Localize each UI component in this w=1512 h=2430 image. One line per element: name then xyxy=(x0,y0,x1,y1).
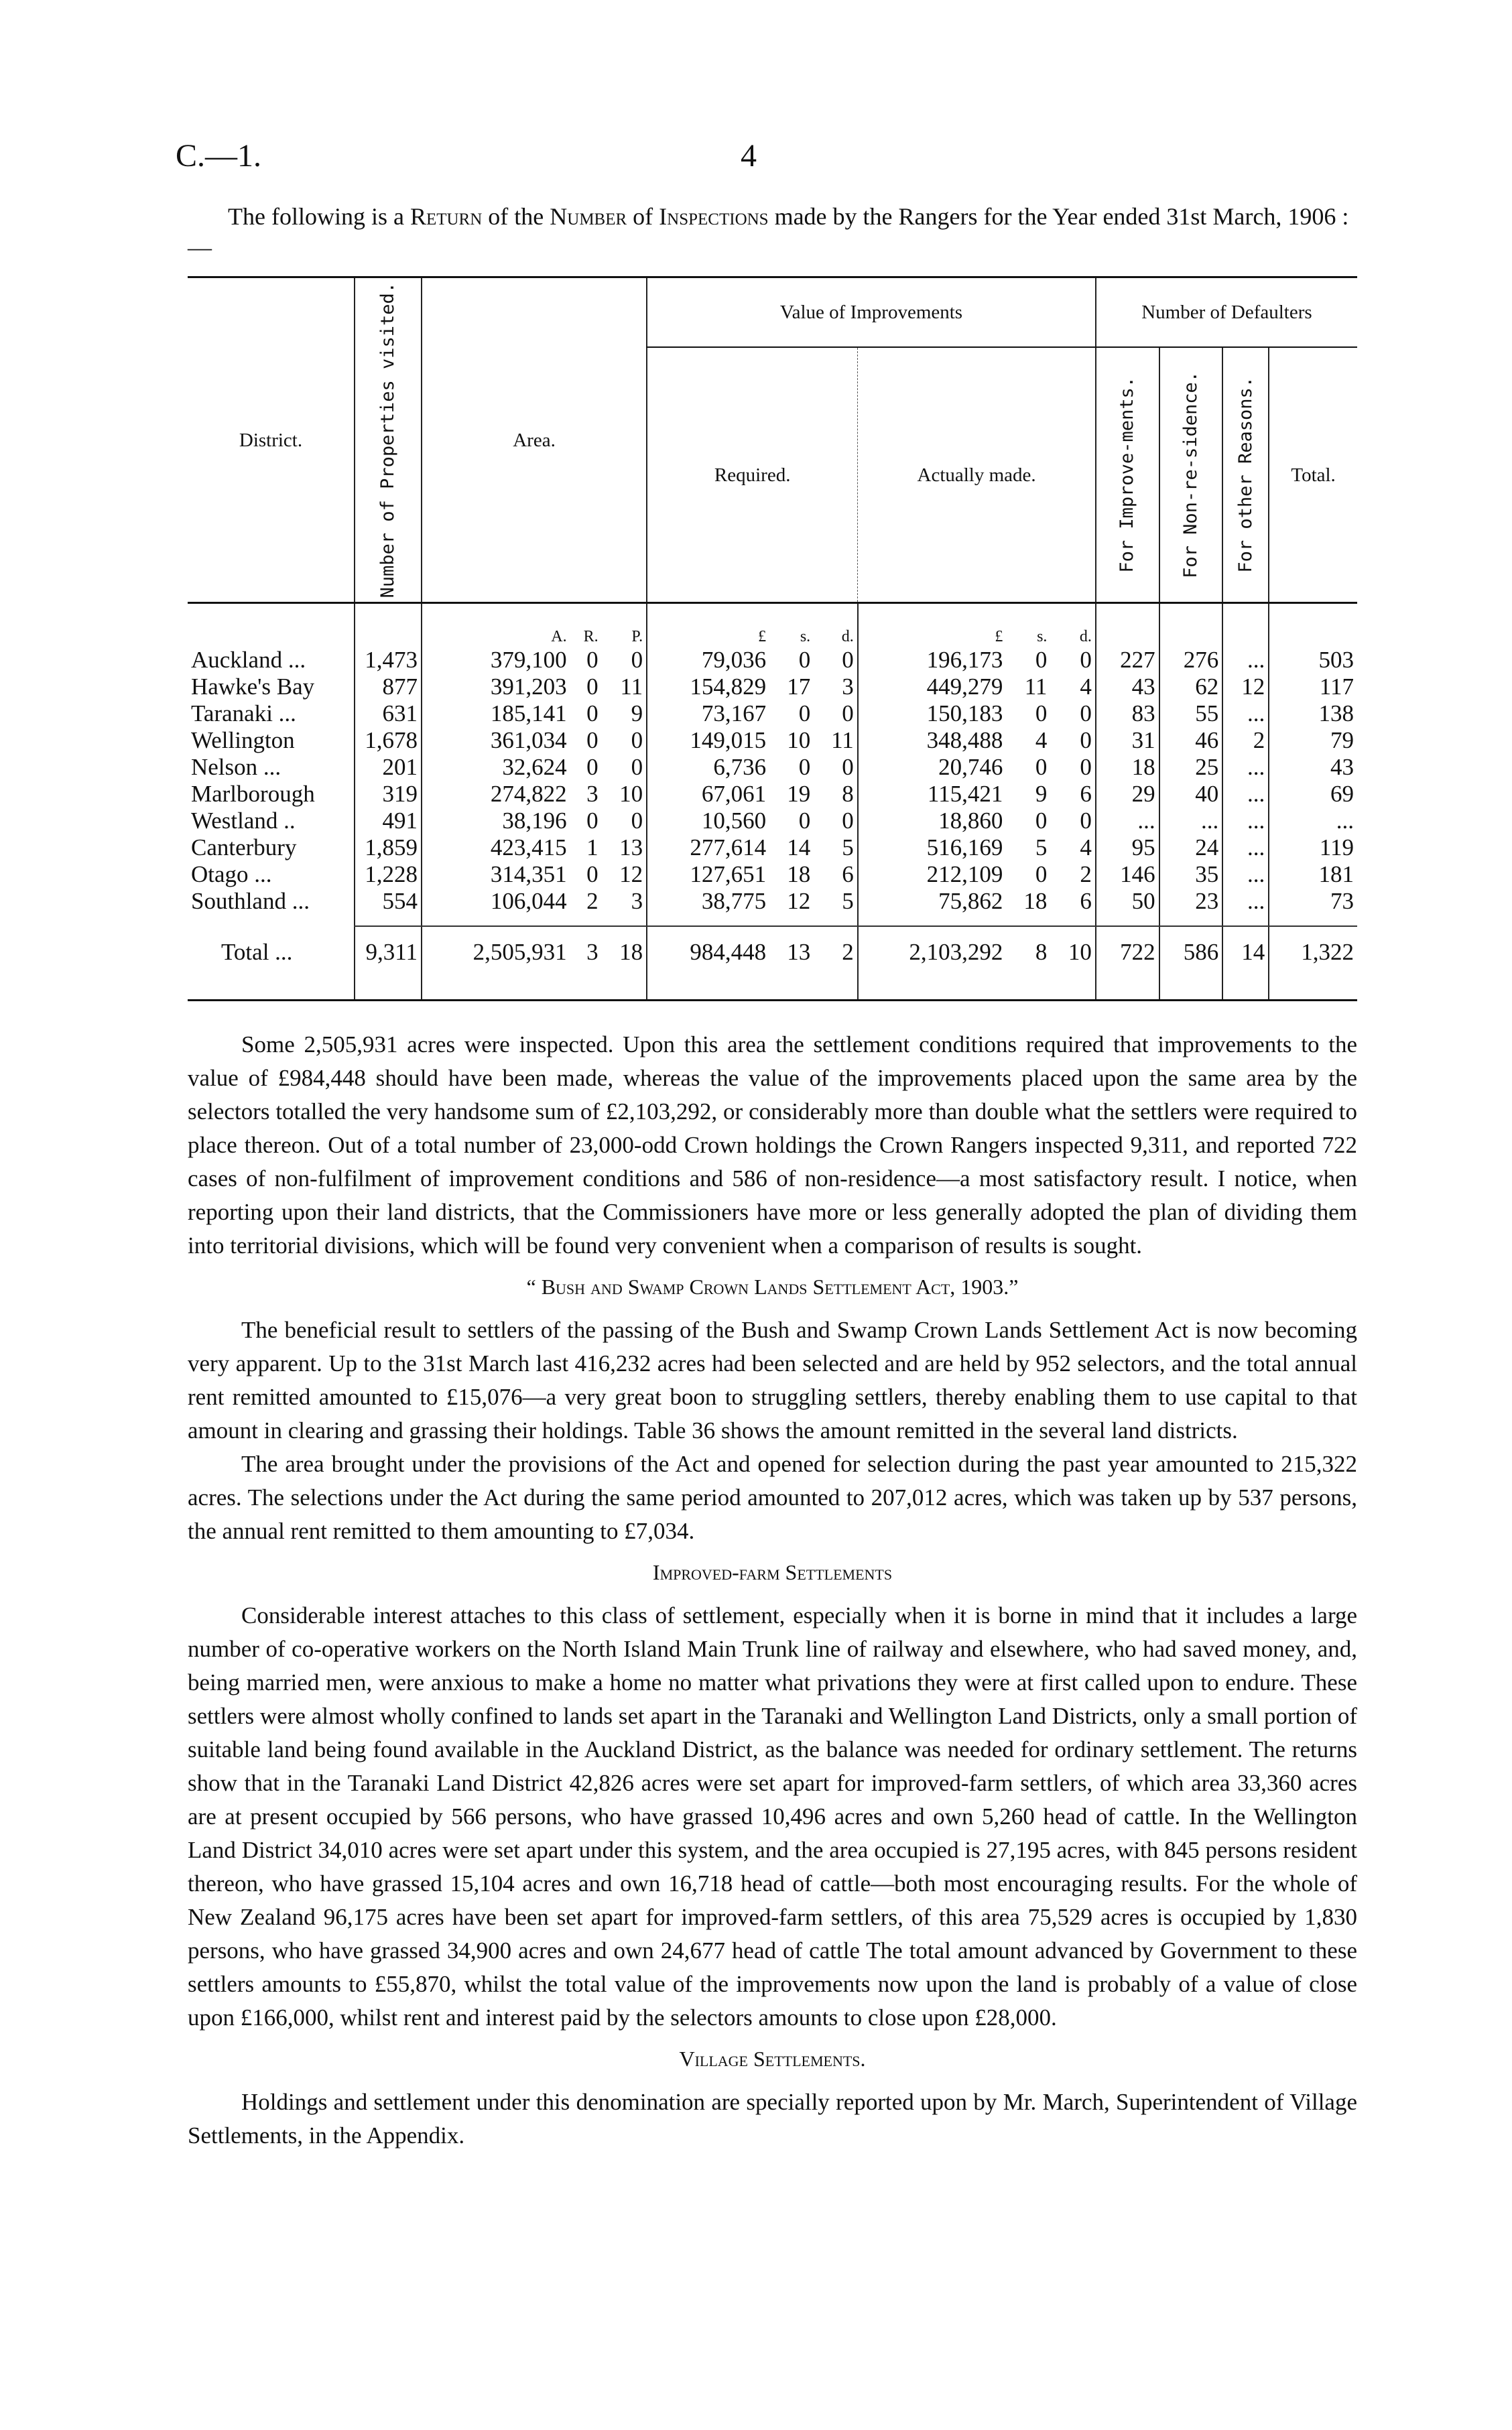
value-cell: 0 xyxy=(586,700,598,727)
value-cell: 0 xyxy=(842,700,854,727)
value-cell: 0 xyxy=(631,647,643,674)
unit-blank xyxy=(355,603,422,647)
value-cell: 0 xyxy=(586,647,598,674)
page-number: 4 xyxy=(741,138,757,174)
value-cell: 11 xyxy=(1024,674,1048,700)
value-cell: 348,488 xyxy=(858,727,1007,754)
value-cell: 38,775 xyxy=(647,888,769,915)
value-cell xyxy=(422,915,570,926)
value-cell: 3 xyxy=(631,888,643,915)
unit-pounds: £ xyxy=(858,603,1007,647)
value-cell: 423,415 xyxy=(422,834,570,861)
unit-blank xyxy=(1096,603,1159,647)
unit-shillings: s. xyxy=(800,628,811,646)
unit-row xyxy=(188,603,1357,647)
value-cell: 212,109 xyxy=(858,861,1007,888)
district-cell: Canterbury xyxy=(191,834,297,861)
value-cell: 43 xyxy=(1096,674,1159,700)
value-cell: ... xyxy=(1159,808,1223,834)
value-cell xyxy=(602,915,647,926)
inspections-table xyxy=(188,276,1357,1001)
value-cell: ... xyxy=(1269,808,1357,834)
value-cell: 1,678 xyxy=(355,727,422,754)
table-row xyxy=(188,754,1357,781)
col-area: Area. xyxy=(422,277,647,603)
value-cell: 9 xyxy=(1035,781,1048,808)
value-cell: 2 xyxy=(586,888,598,915)
unit-blank xyxy=(188,603,355,647)
value-cell: ... xyxy=(1096,808,1159,834)
district-cell: Auckland ... xyxy=(191,647,306,674)
value-cell: 119 xyxy=(1269,834,1357,861)
value-cell: 3 xyxy=(586,781,598,808)
value-cell: 50 xyxy=(1096,888,1159,915)
col-required: Required. xyxy=(647,347,858,603)
col-for-improvements-label: For Improve-ments. xyxy=(1117,377,1138,573)
value-cell: 0 xyxy=(1080,727,1092,754)
paragraph-village-settlements: Holdings and settlement under this denomination are specially reported upon by Mr. March, Superintendent of Village Settlements, in the Appendix. xyxy=(188,2089,1357,2149)
value-cell: 95 xyxy=(1096,834,1159,861)
value-cell: 9,311 xyxy=(355,926,422,999)
value-cell: 276 xyxy=(1159,647,1223,674)
table-row xyxy=(188,834,1357,861)
value-cell: 0 xyxy=(1080,647,1092,674)
table-row xyxy=(188,808,1357,834)
table-row xyxy=(188,700,1357,727)
paragraph-bush-swamp-area: The area brought under the provisions of the Act and opened for selection during the past year amounted to 215,322 acres. The selections under the Act during the same period amounted to 207,012 acres, which was taken up by 537 persons, the annual rent remitted to them amounting to £7,034. xyxy=(188,1451,1357,1545)
sum-rule xyxy=(188,915,1357,926)
value-cell: 0 xyxy=(1035,647,1048,674)
value-cell: 2,505,931 xyxy=(422,926,570,999)
value-cell: 0 xyxy=(631,727,643,754)
unit-acres: A. xyxy=(422,603,570,647)
value-cell: 11 xyxy=(831,727,854,754)
table-row xyxy=(188,861,1357,888)
value-cell: ... xyxy=(1222,647,1269,674)
table-row xyxy=(188,727,1357,754)
value-cell: 138 xyxy=(1269,700,1357,727)
value-cell: 361,034 xyxy=(422,727,570,754)
value-cell: 9 xyxy=(631,700,643,727)
value-cell: 0 xyxy=(1035,808,1048,834)
paragraph-improved-farm: Considerable interest attaches to this class of settlement, especially when it is borne in mind that it includes a large number of co-operative workers on the North Island Main Trunk line of railway and elsewhere, who had saved money, and, being married men, were anxious to make a home no matter what privations they were at first called upon to endure. These settlers were almost wholly confined to lands set apart in the Taranaki and Wellington Land Districts, only a small portion of suitable land being found available in the Auckland District, as the balance was needed for ordinary settlement. The returns show that in the Taranaki Land District 42,826 acres were set apart for improved-farm settlers, of which area 33,360 acres are at present occupied by 566 persons, who have grassed 10,496 acres and own 5,260 head of cattle. In the Wellington Land District 34,010 acres were set apart under this system, and the area occupied is 27,195 acres, with 845 persons resident thereon, who have grassed 15,104 acres and own 16,718 head of cattle—both most encouraging results. For the whole of New Zealand 96,175 acres have been set apart for improved-farm settlers, of this area 75,529 acres is occupied by 1,830 persons, who have grassed 34,900 acres and own 24,677 head of cattle The total amount advanced by Government to these settlers amounts to £55,870, whilst the total value of the improvements now upon the land is probably of a value of close upon £166,000, whilst rent and interest paid by the selectors amounts to close upon £28,000. xyxy=(188,1602,1357,2031)
district-cell: Total ... xyxy=(221,939,293,966)
value-cell: 0 xyxy=(798,754,811,781)
value-cell: ... xyxy=(1222,781,1269,808)
value-cell: 83 xyxy=(1096,700,1159,727)
value-cell: 0 xyxy=(586,674,598,700)
value-cell: 6 xyxy=(842,861,854,888)
value-cell: 4 xyxy=(1035,727,1048,754)
value-cell: 2 xyxy=(1080,861,1092,888)
col-properties xyxy=(355,277,422,603)
value-cell: 227 xyxy=(1096,647,1159,674)
unit-pounds: £ xyxy=(647,603,769,647)
intro-text: The following is a xyxy=(228,203,410,230)
value-cell: ... xyxy=(1222,700,1269,727)
value-cell: 19 xyxy=(787,781,811,808)
value-cell: 0 xyxy=(586,754,598,781)
intro-text: of xyxy=(627,203,659,230)
unit-blank xyxy=(1222,603,1269,647)
value-cell: 6,736 xyxy=(647,754,769,781)
col-total: Total. xyxy=(1269,347,1357,603)
value-cell xyxy=(1222,915,1269,926)
value-cell: 3 xyxy=(586,939,598,966)
value-cell: 4 xyxy=(1080,834,1092,861)
value-cell: 1,859 xyxy=(355,834,422,861)
value-cell: 0 xyxy=(1080,808,1092,834)
value-cell: 516,169 xyxy=(858,834,1007,861)
value-cell xyxy=(1159,915,1223,926)
value-cell: 722 xyxy=(1096,926,1159,999)
table-bottom-rule xyxy=(188,999,1357,1001)
intro-inspections: Inspections xyxy=(659,203,769,230)
unit-roods: R. xyxy=(583,628,598,646)
value-cell: 491 xyxy=(355,808,422,834)
col-number-of-defaulters: Number of Defaulters xyxy=(1096,277,1357,348)
value-cell xyxy=(1006,915,1050,926)
value-cell xyxy=(858,915,1007,926)
value-cell: 127,651 xyxy=(647,861,769,888)
value-cell: 0 xyxy=(586,861,598,888)
value-cell: 0 xyxy=(1035,754,1048,781)
value-cell: 1,228 xyxy=(355,861,422,888)
value-cell: 554 xyxy=(355,888,422,915)
total-row xyxy=(188,926,1357,999)
value-cell: 2 xyxy=(842,939,854,966)
district-cell: Taranaki ... xyxy=(191,700,296,727)
unit-perches: P. xyxy=(631,628,643,646)
value-cell: ... xyxy=(1222,861,1269,888)
value-cell: 18,860 xyxy=(858,808,1007,834)
value-cell: 10,560 xyxy=(647,808,769,834)
unit-blank xyxy=(1269,603,1357,647)
value-cell xyxy=(1096,915,1159,926)
value-cell: 150,183 xyxy=(858,700,1007,727)
value-cell: 1,473 xyxy=(355,647,422,674)
value-cell: 20,746 xyxy=(858,754,1007,781)
value-cell: ... xyxy=(1222,888,1269,915)
unit-pence: d. xyxy=(1079,628,1092,646)
value-cell: 46 xyxy=(1159,727,1223,754)
value-cell xyxy=(1050,915,1096,926)
paragraph-bush-swamp-result: The beneficial result to settlers of the passing of the Bush and Swamp Crown Lands Settlement Act is now becoming very apparent. Up to the 31st March last 416,232 acres had been selected and are held by 952 selectors, and the total annual rent remitted amounted to £15,076—a very great boon to struggling settlers, thereby enabling them to use capital to that amount in clearing and grassing their holdings. Table 36 shows the amount remitted in the several land districts. xyxy=(188,1317,1357,1444)
value-cell: 6 xyxy=(1080,781,1092,808)
value-cell: 0 xyxy=(842,754,854,781)
unit-pence: d. xyxy=(841,628,854,646)
value-cell: 277,614 xyxy=(647,834,769,861)
value-cell: ... xyxy=(1222,754,1269,781)
district-cell: Westland .. xyxy=(191,808,296,834)
col-actually-made: Actually made. xyxy=(858,347,1096,603)
value-cell: 0 xyxy=(1035,861,1048,888)
value-cell: 18 xyxy=(1096,754,1159,781)
value-cell: 79,036 xyxy=(647,647,769,674)
table-row xyxy=(188,647,1357,674)
value-cell: 0 xyxy=(1035,700,1048,727)
value-cell: 13 xyxy=(787,939,811,966)
district-cell: Otago ... xyxy=(191,861,272,888)
value-cell: 0 xyxy=(631,754,643,781)
col-for-improvements xyxy=(1096,347,1159,603)
value-cell xyxy=(570,915,602,926)
col-for-nonresidence xyxy=(1159,347,1223,603)
value-cell: 106,044 xyxy=(422,888,570,915)
value-cell: 185,141 xyxy=(422,700,570,727)
intro-text: made by the Rangers for the Year ended 31st March, 1906 :— xyxy=(188,203,1349,261)
value-cell: 24 xyxy=(1159,834,1223,861)
district-cell: Marlborough xyxy=(191,781,315,808)
value-cell: 18 xyxy=(1023,888,1048,915)
value-cell: 8 xyxy=(842,781,854,808)
value-cell: ... xyxy=(1222,834,1269,861)
value-cell: 0 xyxy=(842,647,854,674)
value-cell: 146 xyxy=(1096,861,1159,888)
col-value-of-improvements: Value of Improvements xyxy=(647,277,1096,348)
body-text xyxy=(188,1028,1357,2153)
value-cell: 0 xyxy=(1080,700,1092,727)
value-cell: 55 xyxy=(1159,700,1223,727)
value-cell: 117 xyxy=(1269,674,1357,700)
table-intro xyxy=(188,201,1357,263)
value-cell xyxy=(1269,915,1357,926)
value-cell: 0 xyxy=(798,700,811,727)
district-cell: Wellington xyxy=(191,727,295,754)
value-cell: 391,203 xyxy=(422,674,570,700)
intro-text: of the xyxy=(482,203,550,230)
value-cell: 10 xyxy=(1068,939,1092,966)
col-for-nonresidence-label: For Non-re-sidence. xyxy=(1180,371,1201,579)
value-cell xyxy=(814,915,858,926)
value-cell: 18 xyxy=(619,939,643,966)
value-cell: 0 xyxy=(798,808,811,834)
value-cell: 10 xyxy=(787,727,811,754)
col-district: District. xyxy=(188,277,355,603)
value-cell: 149,015 xyxy=(647,727,769,754)
district-cell: Southland ... xyxy=(191,888,310,915)
district-cell xyxy=(188,915,355,926)
value-cell: 10 xyxy=(619,781,643,808)
value-cell: 73,167 xyxy=(647,700,769,727)
value-cell: 0 xyxy=(586,727,598,754)
value-cell: 586 xyxy=(1159,926,1223,999)
value-cell: 35 xyxy=(1159,861,1223,888)
value-cell: 67,061 xyxy=(647,781,769,808)
unit-shillings: s. xyxy=(1037,628,1048,646)
heading-improved-farm: Improved-farm Settlements xyxy=(652,1560,893,1585)
value-cell: 0 xyxy=(842,808,854,834)
value-cell: 196,173 xyxy=(858,647,1007,674)
value-cell: 631 xyxy=(355,700,422,727)
district-cell: Nelson ... xyxy=(191,754,281,781)
value-cell: 13 xyxy=(619,834,643,861)
value-cell: 0 xyxy=(1080,754,1092,781)
value-cell: 5 xyxy=(1035,834,1048,861)
value-cell: 75,862 xyxy=(858,888,1007,915)
paragraph-inspection-summary: Some 2,505,931 acres were inspected. Upon this area the settlement conditions required that improvements to the value of £984,448 should have been made, whereas the value of the improvements placed upon the same area by the selectors totalled the very handsome sum of £2,103,292, or considerably more than double what the settlers were required to place thereon. Out of a total number of 23,000-odd Crown holdings the Crown Rangers inspected 9,311, and reported 722 cases of non-fulfilment of improvement conditions and 586 of non-residence—a most satisfactory result. I notice, when reporting upon their land districts, that the Commissioners have more or less generally adopted the plan of dividing them into territorial divisions, which will be found very convenient when a comparison of results is sought. xyxy=(188,1031,1357,1259)
value-cell: 6 xyxy=(1080,888,1092,915)
value-cell xyxy=(769,915,814,926)
page-content xyxy=(188,201,1357,2206)
intro-return: Return xyxy=(410,203,483,230)
value-cell: 18 xyxy=(787,861,811,888)
value-cell: 0 xyxy=(631,808,643,834)
value-cell: 449,279 xyxy=(858,674,1007,700)
value-cell xyxy=(647,915,769,926)
value-cell: 38,196 xyxy=(422,808,570,834)
value-cell: 11 xyxy=(620,674,643,700)
document-code: C.—1. xyxy=(176,138,262,174)
col-for-other xyxy=(1222,347,1269,603)
value-cell: 32,624 xyxy=(422,754,570,781)
rule xyxy=(188,999,1357,1001)
value-cell: 181 xyxy=(1269,861,1357,888)
value-cell: 984,448 xyxy=(647,926,769,999)
value-cell: 201 xyxy=(355,754,422,781)
value-cell: 31 xyxy=(1096,727,1159,754)
value-cell: 40 xyxy=(1159,781,1223,808)
value-cell: 379,100 xyxy=(422,647,570,674)
table-row xyxy=(188,888,1357,915)
value-cell: 1,322 xyxy=(1269,926,1357,999)
value-cell: 0 xyxy=(798,647,811,674)
unit-blank xyxy=(1159,603,1223,647)
value-cell: 2 xyxy=(1222,727,1269,754)
value-cell: 79 xyxy=(1269,727,1357,754)
value-cell: 29 xyxy=(1096,781,1159,808)
value-cell: 4 xyxy=(1080,674,1092,700)
value-cell: 115,421 xyxy=(858,781,1007,808)
heading-bush-swamp-act: “ Bush and Swamp Crown Lands Settlement Act, 1903.” xyxy=(526,1275,1019,1299)
value-cell: 62 xyxy=(1159,674,1223,700)
value-cell: 2,103,292 xyxy=(858,926,1007,999)
table-row xyxy=(188,674,1357,700)
value-cell: 14 xyxy=(787,834,811,861)
value-cell: 314,351 xyxy=(422,861,570,888)
value-cell: 73 xyxy=(1269,888,1357,915)
value-cell: 5 xyxy=(842,888,854,915)
value-cell: 503 xyxy=(1269,647,1357,674)
intro-number: Number xyxy=(550,203,627,230)
value-cell: 25 xyxy=(1159,754,1223,781)
value-cell: 0 xyxy=(586,808,598,834)
value-cell: 12 xyxy=(1222,674,1269,700)
value-cell: 1 xyxy=(586,834,598,861)
value-cell: ... xyxy=(1222,808,1269,834)
value-cell: 319 xyxy=(355,781,422,808)
table-row xyxy=(188,781,1357,808)
value-cell: 14 xyxy=(1222,926,1269,999)
value-cell: 43 xyxy=(1269,754,1357,781)
value-cell: 23 xyxy=(1159,888,1223,915)
value-cell: 3 xyxy=(842,674,854,700)
value-cell: 5 xyxy=(842,834,854,861)
value-cell: 274,822 xyxy=(422,781,570,808)
value-cell: 69 xyxy=(1269,781,1357,808)
district-cell: Hawke's Bay xyxy=(191,674,315,700)
value-cell: 877 xyxy=(355,674,422,700)
value-cell: 8 xyxy=(1035,939,1048,966)
value-cell: 12 xyxy=(787,888,811,915)
page-header xyxy=(0,0,1512,201)
col-properties-label: Number of Properties visited. xyxy=(377,282,398,598)
col-for-other-label: For other Reasons. xyxy=(1235,377,1256,573)
value-cell: 17 xyxy=(787,674,811,700)
value-cell: 154,829 xyxy=(647,674,769,700)
heading-village-settlements: Village Settlements. xyxy=(679,2047,866,2071)
value-cell xyxy=(355,915,422,926)
value-cell: 12 xyxy=(619,861,643,888)
